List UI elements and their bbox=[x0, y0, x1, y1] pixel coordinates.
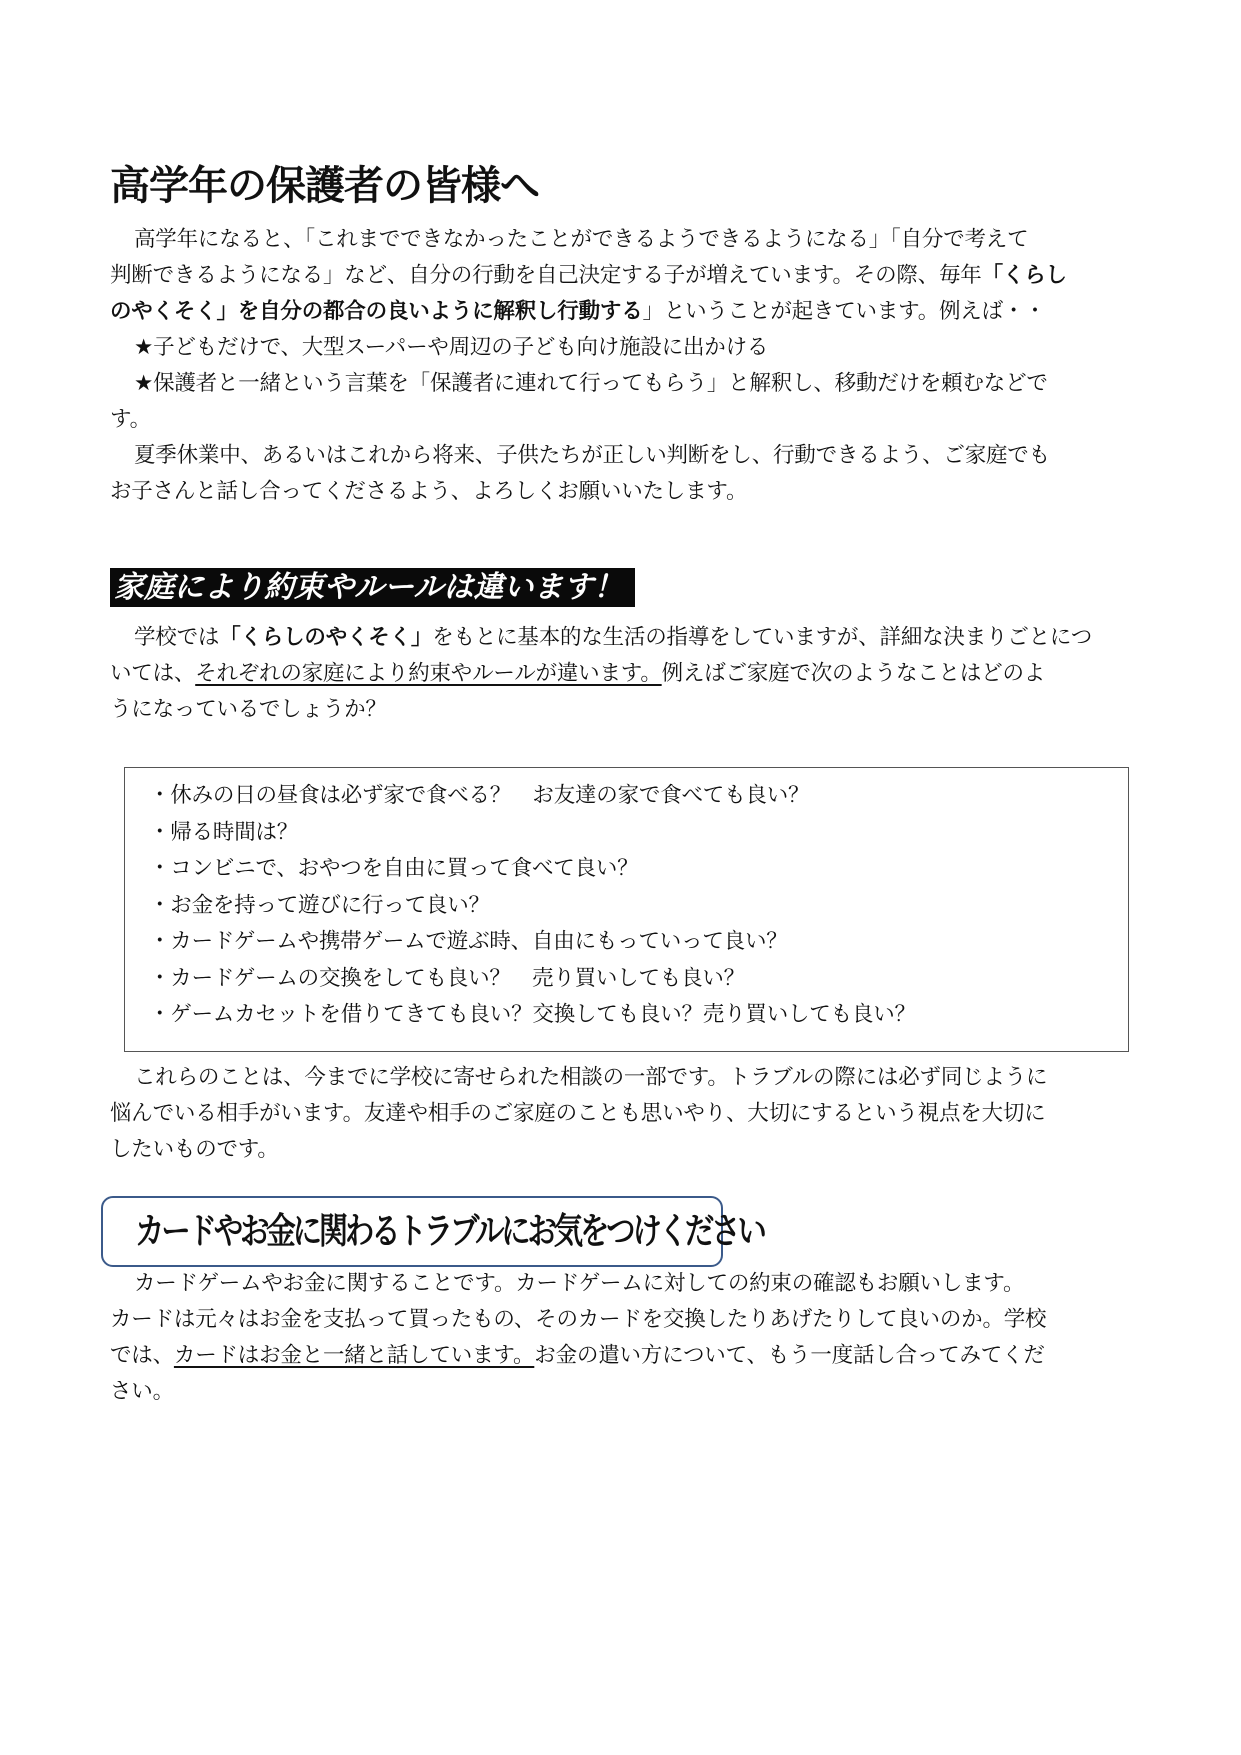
question-item: ・カードゲームの交換をしても良い？ 売り買いしても良い？ bbox=[149, 965, 745, 991]
card-text-1: カードゲームやお金に関することです。カードゲームに対しての約束の確認もお願いします。 bbox=[134, 1271, 1025, 1296]
example-continuation: す。 bbox=[110, 407, 151, 432]
question-item: ・ゲームカセットを借りてきても良い？交換しても良い？売り買いしても良い？ bbox=[149, 1002, 916, 1027]
section-title-box-card-money bbox=[101, 1196, 764, 1267]
rules-text-1a: 学校では bbox=[134, 625, 220, 650]
card-text-3a: では、 bbox=[110, 1343, 174, 1368]
closing-paragraph bbox=[110, 438, 1132, 510]
question-item: ・休みの日の昼食は必ず家で食べる？ お友達の家で食べても良い？ bbox=[149, 783, 810, 808]
question-item: ・帰る時間は？ bbox=[149, 819, 299, 845]
question-item: ・コンビニで、おやつを自由に買って食べて良い？ bbox=[149, 856, 639, 881]
consultation-line-1 bbox=[110, 1060, 1132, 1096]
section-banner-family-rules: 家庭により約束やルールは違います！ bbox=[110, 568, 635, 607]
intro-text-1: 高学年になると、「これまでできなかったことができるようできるようになる」「自分で考えて bbox=[134, 227, 1029, 252]
card-line-1 bbox=[110, 1266, 1132, 1302]
examples-block bbox=[110, 330, 1132, 438]
example-text-1: ★子どもだけで、大型スーパーや周辺の子ども向け施設に出かける bbox=[134, 335, 769, 360]
kurashi-yakusoku-bold-1: 「くらし bbox=[981, 263, 1067, 288]
closing-text-1: 夏季休業中、あるいはこれから将来、子供たちが正しい判断をし、行動できるよう、ご家庭でも bbox=[134, 443, 1050, 468]
intro-text-2: 判断できるようになる」など、自分の行動を自己決定する子が増えています。その際、毎年 bbox=[110, 263, 982, 288]
card-line-2: カードは元々はお金を支払って買ったもの、そのカードを交換したりあげたりして良いのか。学校 bbox=[110, 1307, 1047, 1332]
card-text-3b: お金の遣い方について、もう一度話し合ってみてくだ bbox=[534, 1343, 1045, 1368]
consultation-line-3: したいものです。 bbox=[110, 1137, 279, 1162]
example-item bbox=[110, 366, 1132, 402]
closing-line-1 bbox=[110, 438, 1132, 474]
rules-line-3: うになっているでしょうか？ bbox=[110, 697, 387, 722]
kurashi-yakusoku-bold-2: のやくそく」を自分の都合の良いように解釈し行動する bbox=[110, 299, 643, 324]
rules-text-2a: いては、 bbox=[110, 661, 196, 686]
example-text-2: ★保護者と一緒という言葉を「保護者に連れて行ってもらう」と解釈し、移動だけを頼むなどで bbox=[134, 371, 1048, 396]
card-line-4: さい。 bbox=[110, 1379, 174, 1404]
questions-box bbox=[124, 767, 1129, 1052]
rules-paragraph bbox=[110, 620, 1132, 728]
rules-text-1b: をもとに基本的な生活の指導をしていますが、詳細な決まりごとにつ bbox=[432, 625, 1093, 650]
page-title: 高学年の保護者の皆様へ bbox=[110, 163, 539, 209]
kurashi-yakusoku-bold-3: 「くらしのやくそく」 bbox=[219, 625, 433, 650]
rules-text-2b: 例えばご家庭で次のようなことはどのよ bbox=[661, 661, 1046, 686]
questions-list bbox=[149, 778, 1128, 1034]
card-line-3 bbox=[110, 1338, 1132, 1374]
intro-line-3 bbox=[110, 294, 1132, 330]
consultation-text-1: これらのことは、今までに学校に寄せられた相談の一部です。トラブルの際には必ず同じように bbox=[134, 1065, 1048, 1090]
rules-line-1 bbox=[110, 620, 1132, 656]
underlined-card-equals-money: カードはお金と一緒と話しています。 bbox=[173, 1343, 535, 1368]
section-title-card-money: カードやお金に関わるトラブルにお気をつけください bbox=[135, 1211, 764, 1252]
question-item: ・カードゲームや携帯ゲームで遊ぶ時、自由にもっていって良い？ bbox=[149, 929, 788, 954]
rules-line-2 bbox=[110, 656, 1132, 692]
consultation-line-2: 悩んでいる相手がいます。友達や相手のご家庭のことも思いやり、大切にするという視点を大切に bbox=[110, 1101, 1046, 1126]
underlined-rules-differ: それぞれの家庭により約束やルールが違います。 bbox=[195, 661, 662, 686]
closing-line-2: お子さんと話し合ってくださるよう、よろしくお願いいたします。 bbox=[110, 479, 748, 504]
card-money-paragraph bbox=[110, 1266, 1132, 1410]
intro-text-3: 」ということが起きています。例えば・・ bbox=[642, 299, 1046, 324]
question-item: ・お金を持って遊びに行って良い？ bbox=[149, 892, 490, 918]
intro-line-1 bbox=[110, 222, 1132, 258]
intro-paragraph bbox=[110, 222, 1132, 330]
example-item bbox=[110, 330, 1132, 366]
consultation-paragraph bbox=[110, 1060, 1132, 1168]
intro-line-2 bbox=[110, 258, 1132, 294]
